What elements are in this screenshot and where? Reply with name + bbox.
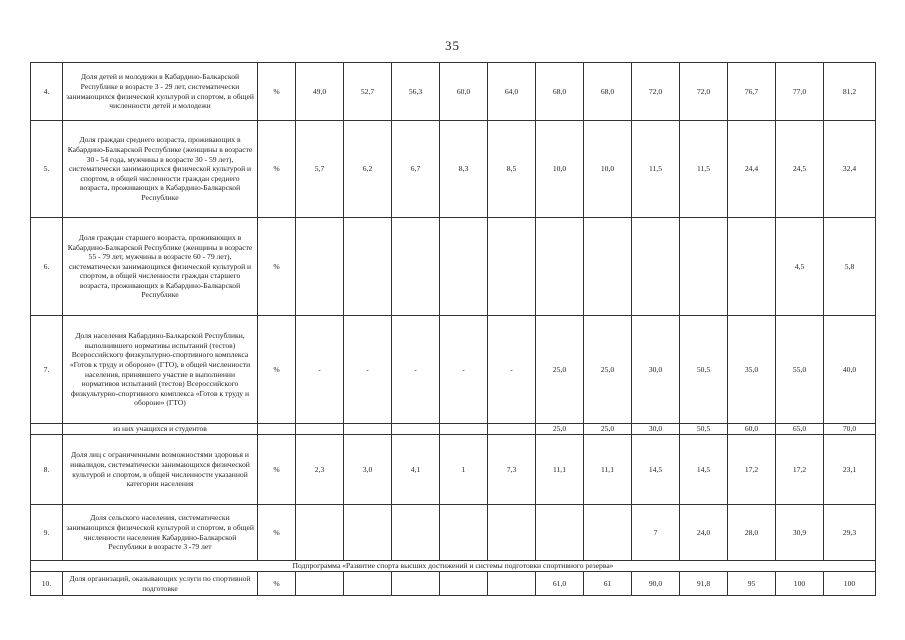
value-cell: 4,5 [776, 218, 824, 316]
unit-cell: % [258, 572, 296, 596]
table-row [31, 316, 876, 424]
value-cell: 61,0 [536, 572, 584, 596]
value-cell: 10,0 [536, 121, 584, 218]
indicators-table [30, 62, 876, 596]
indicator-description: Доля лиц с ограниченными возможностями здоровья и инвалидов, систематически занимающихся физической культурой и спортом, в общей численности указанной категории населения [63, 435, 258, 505]
value-cell: 61 [584, 572, 632, 596]
value-cell: 11,1 [536, 435, 584, 505]
value-cell [488, 424, 536, 435]
value-cell: 17,2 [776, 435, 824, 505]
value-cell: 70,0 [824, 424, 876, 435]
value-cell [440, 505, 488, 561]
value-cell: 32,4 [824, 121, 876, 218]
indicator-description: Доля граждан среднего возраста, проживающих в Кабардино-Балкарской Республике (женщины в возрасте 30 - 54 года, мужчины в возрасте 30 - 59 лет), систематически занимающихся физической культурой и спортом, в общей численности граждан среднего возраста, проживающих в Кабардино-Балкарской Республике [63, 121, 258, 218]
value-cell: 25,0 [536, 316, 584, 424]
value-cell: 7 [632, 505, 680, 561]
value-cell: 14,5 [680, 435, 728, 505]
value-cell [296, 424, 344, 435]
sub-indicator-description: из них учащихся и студентов [63, 424, 258, 435]
value-cell: 72,0 [680, 63, 728, 121]
value-cell [680, 218, 728, 316]
value-cell: 52,7 [344, 63, 392, 121]
value-cell: 6,7 [392, 121, 440, 218]
value-cell: 35,0 [728, 316, 776, 424]
value-cell: 49,0 [296, 63, 344, 121]
table-row [31, 424, 876, 435]
value-cell: 25,0 [536, 424, 584, 435]
value-cell: - [392, 316, 440, 424]
value-cell: 68,0 [584, 63, 632, 121]
value-cell: 7,3 [488, 435, 536, 505]
row-number: 6. [31, 218, 63, 316]
row-number: 7. [31, 316, 63, 424]
subprogram-row [31, 561, 876, 572]
table-row [31, 121, 876, 218]
value-cell: 95 [728, 572, 776, 596]
value-cell: 30,0 [632, 424, 680, 435]
value-cell: 2,3 [296, 435, 344, 505]
value-cell [440, 572, 488, 596]
value-cell [488, 505, 536, 561]
row-number: 10. [31, 572, 63, 596]
value-cell [392, 505, 440, 561]
value-cell: 25,0 [584, 424, 632, 435]
value-cell: 8,3 [440, 121, 488, 218]
value-cell [392, 218, 440, 316]
row-number: 8. [31, 435, 63, 505]
unit-cell: % [258, 218, 296, 316]
value-cell: 56,3 [392, 63, 440, 121]
value-cell: 60,0 [440, 63, 488, 121]
value-cell [584, 218, 632, 316]
indicator-description: Доля детей и молодежи в Кабардино-Балкарской Республике в возрасте 3 - 29 лет, систематически занимающихся физической культурой и спортом, в общей численности детей и молодежи [63, 63, 258, 121]
indicator-description: Доля сельского населения, систематически занимающихся физической культурой и спортом, в общей численности населения Кабардино-Балкарской Республики в возрасте 3 -79 лет [63, 505, 258, 561]
value-cell [392, 572, 440, 596]
value-cell [344, 505, 392, 561]
value-cell [488, 572, 536, 596]
row-number: 4. [31, 63, 63, 121]
value-cell: 8,5 [488, 121, 536, 218]
value-cell [344, 572, 392, 596]
value-cell: 5,7 [296, 121, 344, 218]
value-cell: 91,8 [680, 572, 728, 596]
value-cell [392, 424, 440, 435]
value-cell: 28,0 [728, 505, 776, 561]
value-cell [536, 218, 584, 316]
value-cell [296, 572, 344, 596]
indicator-description: Доля граждан старшего возраста, проживающих в Кабардино-Балкарской Республике (женщины в возрасте 55 - 79 лет, мужчины в возрасте 60 - 79 лет), систематически занимающихся физической культурой и спортом, в общей численности граждан старшего возраста, проживающих в Кабардино-Балкарской Республике [63, 218, 258, 316]
value-cell [344, 218, 392, 316]
row-number: 5. [31, 121, 63, 218]
unit-cell: % [258, 63, 296, 121]
unit-cell-empty [258, 424, 296, 435]
value-cell: 100 [776, 572, 824, 596]
value-cell: 25,0 [584, 316, 632, 424]
value-cell: 4,1 [392, 435, 440, 505]
value-cell: 90,0 [632, 572, 680, 596]
table-row [31, 572, 876, 596]
value-cell [296, 218, 344, 316]
indicators-body [31, 63, 876, 596]
unit-cell: % [258, 316, 296, 424]
value-cell [488, 218, 536, 316]
value-cell: 23,1 [824, 435, 876, 505]
value-cell: 68,0 [536, 63, 584, 121]
value-cell: 76,7 [728, 63, 776, 121]
subprogram-title: Подпрограмма «Развитие спорта высших достижений и системы подготовки спортивного резерва» [31, 561, 876, 572]
table-row [31, 218, 876, 316]
value-cell: 77,0 [776, 63, 824, 121]
value-cell [440, 424, 488, 435]
value-cell: 64,0 [488, 63, 536, 121]
value-cell: 6,2 [344, 121, 392, 218]
table-row [31, 505, 876, 561]
value-cell [296, 505, 344, 561]
value-cell: 10,0 [584, 121, 632, 218]
unit-cell: % [258, 505, 296, 561]
value-cell: 24,0 [680, 505, 728, 561]
value-cell [728, 218, 776, 316]
value-cell: 17,2 [728, 435, 776, 505]
value-cell: 60,0 [728, 424, 776, 435]
table-row [31, 435, 876, 505]
value-cell [632, 218, 680, 316]
value-cell: - [440, 316, 488, 424]
unit-cell: % [258, 121, 296, 218]
value-cell: 50,5 [680, 316, 728, 424]
value-cell: 11,5 [632, 121, 680, 218]
value-cell [344, 424, 392, 435]
value-cell: 72,0 [632, 63, 680, 121]
value-cell: 30,0 [632, 316, 680, 424]
value-cell: 14,5 [632, 435, 680, 505]
value-cell: - [296, 316, 344, 424]
indicator-description: Доля организаций, оказывающих услуги по спортивной подготовке [63, 572, 258, 596]
value-cell: 50,5 [680, 424, 728, 435]
value-cell: 65,0 [776, 424, 824, 435]
page-number: 35 [445, 38, 460, 53]
value-cell: 55,0 [776, 316, 824, 424]
value-cell: - [488, 316, 536, 424]
value-cell [584, 505, 632, 561]
row-number: 9. [31, 505, 63, 561]
indicator-description: Доля населения Кабардино-Балкарской Республики, выполнившего нормативы испытаний (тестов) Всероссийского физкультурно-спортивного комплекса «Готов к труду и обороне» (ГТО), в общей численности населения, принявшего участие в выполнении нормативов испытаний (тестов) Всероссийского физкультурно-спортивного комплекса «Готов к труду и обороне» (ГТО) [63, 316, 258, 424]
value-cell: 29,3 [824, 505, 876, 561]
value-cell: 11,1 [584, 435, 632, 505]
value-cell: 1 [440, 435, 488, 505]
value-cell: 40,0 [824, 316, 876, 424]
value-cell [440, 218, 488, 316]
value-cell: 81,2 [824, 63, 876, 121]
value-cell: 5,8 [824, 218, 876, 316]
unit-cell: % [258, 435, 296, 505]
row-number-empty [31, 424, 63, 435]
value-cell: 24,4 [728, 121, 776, 218]
table-row [31, 63, 876, 121]
value-cell: 11,5 [680, 121, 728, 218]
value-cell: 24,5 [776, 121, 824, 218]
value-cell [536, 505, 584, 561]
value-cell: 30,9 [776, 505, 824, 561]
value-cell: 100 [824, 572, 876, 596]
value-cell: - [344, 316, 392, 424]
value-cell: 3,0 [344, 435, 392, 505]
